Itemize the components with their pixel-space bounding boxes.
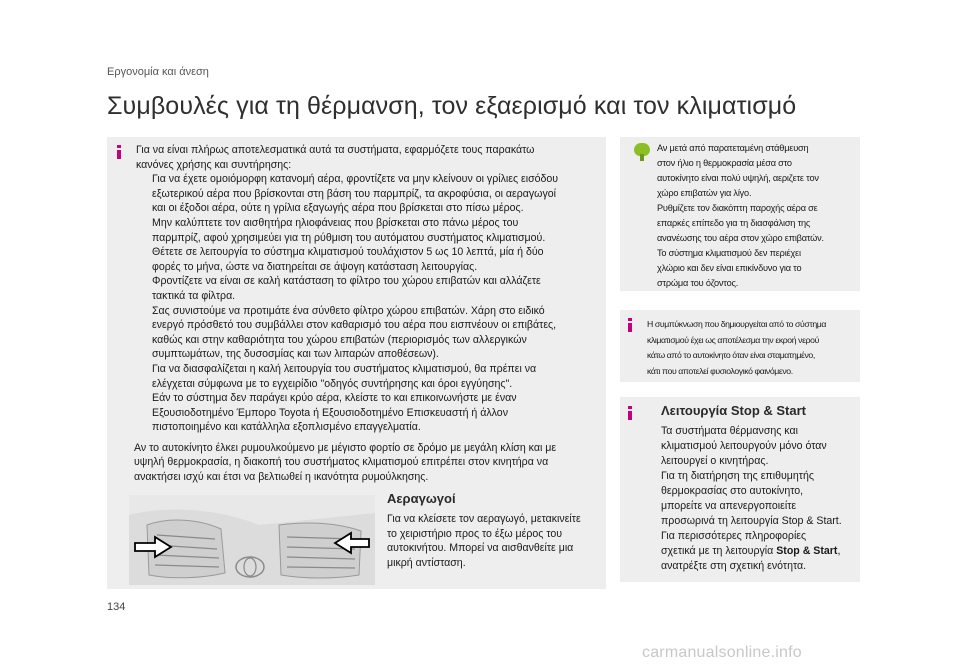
eco-tip-line: ανανέωσης του αέρα στον χώρο επιβατών. — [657, 233, 824, 243]
condensation-note-line: Η συμπύκνωση που δημιουργείται από το σύστημα — [647, 319, 827, 329]
stop-start-line: προσωρινά τη λειτουργία Stop & Start. — [661, 515, 842, 527]
stop-start-line: μπορείτε να απενεργοποιείτε — [661, 500, 797, 512]
towing-line: Αν το αυτοκίνητο έλκει ρυμουλκούμενο με μέγιστο φορτίο σε δρόμο με μεγάλη κλίση και με — [134, 441, 557, 454]
bullet-line: εξωτερικού αέρα που βρίσκονται στη βάση του παρμπρίζ, τα ακροφύσια, οι αεραγωγοί — [152, 187, 556, 200]
stop-start-line: κλιματισμού λειτουργούν μόνο όταν — [661, 440, 827, 452]
eco-tip-line: Αν μετά από παρατεταμένη στάθμευση — [657, 143, 809, 153]
bullet-line: Για να έχετε ομοιόμορφη κατανομή αέρα, φροντίζετε να μην κλείνουν οι γρίλιες εισόδου — [152, 173, 559, 186]
condensation-note-line: κλιματισμού έχει ως αποτέλεσμα την εκροή νερού — [647, 334, 819, 345]
bullet-item — [136, 245, 602, 274]
stop-start-line: Τα συστήματα θέρμανσης και — [661, 425, 798, 437]
air-vent-illustration — [129, 495, 375, 585]
eco-tip-line: Ρυθμίζετε τον διακόπτη παροχής αέρα σε — [657, 203, 818, 213]
bullet-line: Μην καλύπτετε τον αισθητήρα ηλιοφάνειας που βρίσκεται στο πάνω μέρος του — [152, 216, 519, 229]
bullet-list — [136, 172, 602, 435]
bullet-line: Θέτετε σε λειτουργία το σύστημα κλιματισμού τουλάχιστον 5 ως 10 λεπτά, μία ή δύο — [152, 246, 544, 259]
stop-start-line: Για τη διατήρηση της επιθυμητής — [661, 470, 814, 482]
info-icon — [627, 406, 633, 420]
condensation-note-line: κάτω από το αυτοκίνητο όταν είναι σταματημένο, — [647, 350, 815, 360]
info-icon — [116, 145, 122, 159]
stop-start-text — [661, 424, 857, 574]
bullet-line: φορές το μήνα, ώστε να διατηρείται σε άψογη κατάσταση λειτουργίας. — [152, 260, 478, 273]
bullet-item — [136, 216, 602, 245]
page-number: 134 — [107, 601, 126, 613]
stop-start-bold-ref: Stop & Start — [776, 545, 838, 557]
bullet-line: Φροντίζετε να είναι σε καλή κατάσταση το φίλτρο του χώρου επιβατών και αλλάζετε — [152, 275, 541, 288]
towing-line: ανακτήσει ισχύ και έτσι να βελτιωθεί η ικανότητα ρυμούλκησης. — [134, 471, 429, 484]
bullet-item — [136, 172, 602, 216]
stop-start-lines — [661, 424, 857, 544]
stop-start-line: λειτουργεί ο κινητήρας. — [661, 455, 769, 467]
stop-start-reference-line: σχετικά με τη λειτουργία Stop & Start, — [661, 545, 841, 557]
eco-tip-line: χώρο επιβατών για λίγο. — [657, 188, 752, 198]
bullet-line: Για να διασφαλίζεται η καλή λειτουργία του συστήματος κλιματισμού, θα πρέπει να — [152, 362, 537, 375]
page-title: Συμβουλές για τη θέρμανση, τον εξαερισμό και τον κλιματισμό — [107, 92, 797, 120]
eco-tip-line: χλώριο και δεν είναι επικίνδυνο για το — [657, 263, 802, 273]
info-icon — [627, 318, 633, 332]
eco-tip-text — [657, 141, 857, 291]
eco-tip-line: στρώμα του όζοντος. — [657, 278, 739, 288]
bullet-line: τακτικά τα φίλτρα. — [152, 289, 236, 302]
bullet-line: παρμπρίζ, αφού χρησιμεύει για τη ρύθμιση του αυτόματου συστήματος κλιματισμού. — [152, 231, 546, 244]
stop-start-line: Για περισσότερες πληροφορίες — [661, 530, 807, 542]
condensation-note-line: κάτι που αποτελεί φυσιολογικό φαινόμενο. — [647, 365, 793, 376]
vents-heading: Αεραγωγοί — [387, 491, 456, 506]
bullet-line: ενεργό πρόσθετό του συμβάλλει στον καθαρισμό του αέρα που εισπνέουν οι επιβάτες, — [152, 319, 557, 332]
stop-start-heading: Λειτουργία Stop & Start — [661, 403, 806, 418]
bullet-item — [136, 274, 602, 362]
bullet-item — [136, 391, 602, 435]
vents-text — [387, 512, 602, 570]
vents-line: Για να κλείσετε τον αεραγωγό, μετακινείτε — [387, 513, 581, 525]
vents-line: μικρή αντίσταση. — [387, 556, 466, 569]
bullet-line: πιστοποιημένο και κατάλληλα εξοπλισμένο επαγγελματία. — [152, 421, 421, 434]
bullet-line: και οι έξοδοι αέρα, ούτε η γρίλια εξαγωγής αέρα που βρίσκεται στο πίσω μέρος. — [152, 202, 524, 215]
vents-line: το χειριστήριο προς το έξω μέρος του — [387, 527, 563, 540]
main-content — [136, 143, 602, 485]
stop-start-last-line: ανατρέξτε στη σχετική ενότητα. — [661, 560, 807, 572]
bullet-line: Εξουσιοδοτημένο Έμπορο Toyota ή Εξουσιοδοτημένο Επισκευαστή ή άλλον — [152, 406, 508, 419]
eco-tip-line: αυτοκίνητο είναι πολύ υψηλή, αεριζετε τον — [657, 173, 819, 183]
eco-leaf-icon — [634, 143, 650, 161]
bullet-item — [136, 362, 602, 391]
section-label: Εργονομία και άνεση — [107, 66, 209, 78]
eco-tip-line: στον ήλιο η θερμοκρασία μέσα στο — [657, 158, 792, 168]
eco-tip-line: Το σύστημα κλιματισμού δεν περιέχει — [657, 248, 801, 258]
bullet-line: καθώς και στην καθαριότητα του χώρου επιβατών (περιορισμός των αλλεργικών — [152, 333, 527, 346]
bullet-line: Εάν το σύστημα δεν παράγει κρύο αέρα, κλείστε το και επικοινωνήστε με έναν — [152, 392, 517, 405]
bullet-line: Σας συνιστούμε να προτιμάτε ένα σύνθετο φίλτρο χώρου επιβατών. Χάρη στο ειδικό — [152, 304, 545, 317]
towing-paragraph — [134, 441, 602, 485]
condensation-note-text — [647, 317, 859, 379]
watermark: carmanualsonline.info — [642, 644, 802, 661]
towing-line: υψηλή θερμοκρασία, η διακοπή του συστήματος κλιματισμού επιτρέπει στον κινητήρα να — [134, 456, 549, 469]
stop-start-line: θερμοκρασίας στο αυτοκίνητο, — [661, 485, 804, 497]
eco-tip-line: επαρκές επίπεδο για τη διασφάλιση της — [657, 218, 811, 228]
bullet-line: ελέγχεται σύμφωνα με το εγχειρίδιο "οδηγός συντήρησης και όροι εγγύησης". — [152, 377, 513, 390]
bullet-line: συμπτωμάτων, της δυσοσμίας και των λιπαρών αποθέσεων). — [152, 348, 439, 361]
intro-text: Για να είναι πλήρως αποτελεσματικά αυτά τα συστήματα, εφαρμόζετε τους παρακάτω κανόνες χρήσης και συντήρησης: — [136, 144, 535, 171]
vents-line: αυτοκινήτου. Μπορεί να αισθανθείτε μια — [387, 542, 574, 555]
